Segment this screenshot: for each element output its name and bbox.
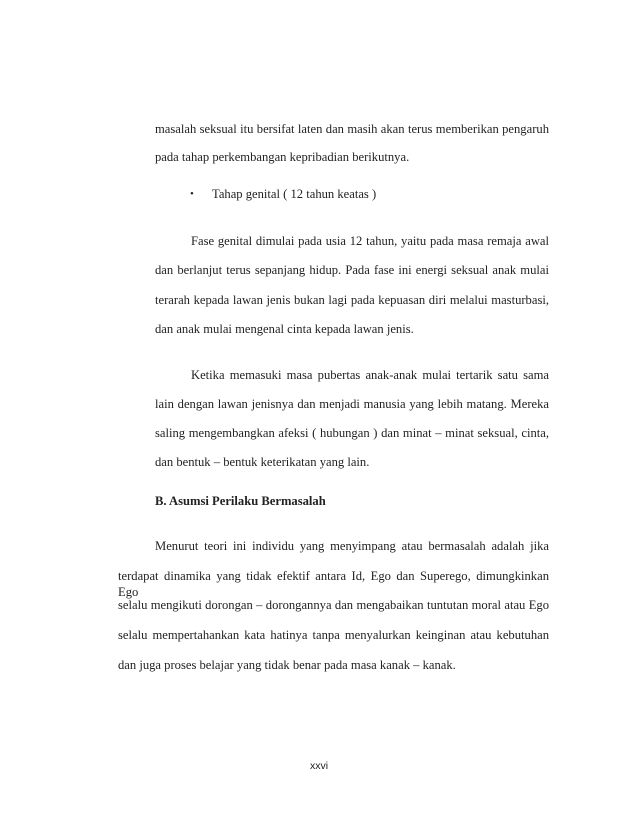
text-line: terdapat dinamika yang tidak efektif antara Id, Ego dan Superego, dimungkinkan Ego [118, 569, 549, 599]
text-line: pada tahap perkembangan kepribadian berikutnya. [155, 150, 410, 164]
text-line: saling mengembangkan afeksi ( hubungan ) dan minat – minat seksual, cinta, [155, 426, 549, 440]
text-line: dan anak mulai mengenal cinta kepada lawan jenis. [155, 322, 414, 336]
text-line: terarah kepada lawan jenis bukan lagi pada kepuasan diri melalui masturbasi, [155, 293, 549, 307]
text-line: Fase genital dimulai pada usia 12 tahun, yaitu pada masa remaja awal [191, 234, 549, 248]
text-line: dan bentuk – bentuk keterikatan yang lain. [155, 455, 370, 469]
bullet-text: Tahap genital ( 12 tahun keatas ) [212, 187, 377, 201]
section-heading: B. Asumsi Perilaku Bermasalah [155, 494, 326, 508]
page-number: xxvi [309, 760, 329, 772]
text-line: masalah seksual itu bersifat laten dan masih akan terus memberikan pengaruh [155, 122, 549, 136]
text-line: lain dengan lawan jenisnya dan menjadi manusia yang lebih matang. Mereka [155, 397, 549, 411]
text-line: dan berlanjut terus sepanjang hidup. Pada fase ini energi seksual anak mulai [155, 263, 549, 277]
text-line: dan juga proses belajar yang tidak benar pada masa kanak – kanak. [118, 658, 456, 672]
text-line: selalu mengikuti dorongan – dorongannya dan mengabaikan tuntutan moral atau Ego [118, 598, 549, 612]
bullet-icon: • [190, 188, 194, 200]
text-line: selalu mempertahankan kata hatinya tanpa menyalurkan keinginan atau kebutuhan [118, 628, 549, 642]
text-line: Menurut teori ini individu yang menyimpang atau bermasalah adalah jika [155, 539, 549, 553]
text-line: Ketika memasuki masa pubertas anak-anak mulai tertarik satu sama [191, 368, 549, 382]
